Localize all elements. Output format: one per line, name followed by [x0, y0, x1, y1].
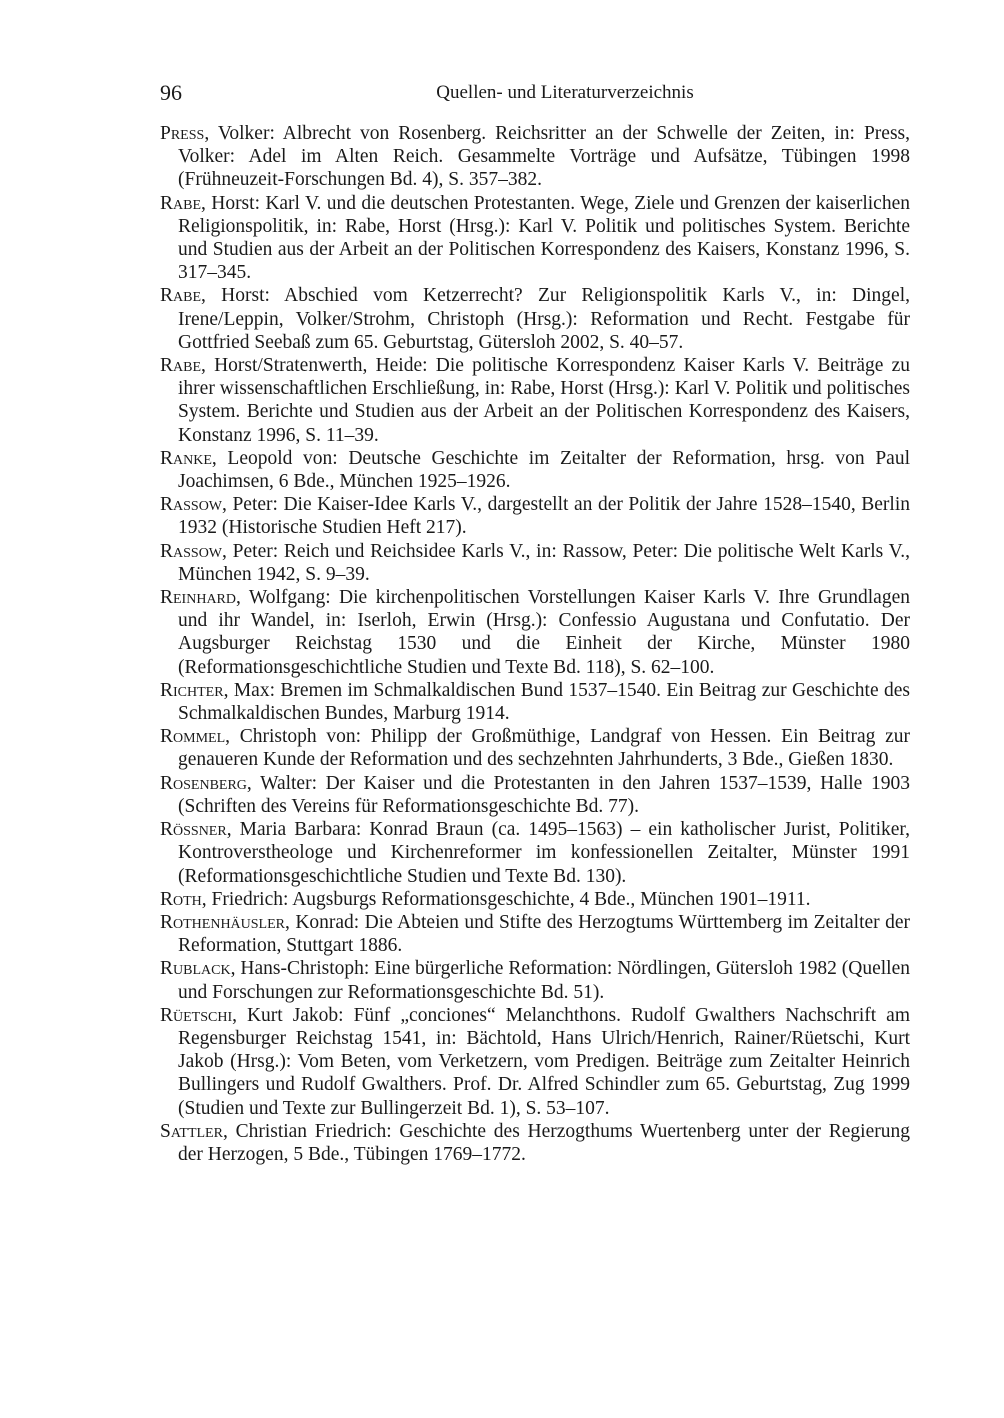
bibliography-entry	[160, 725, 910, 771]
bibliography-entry	[160, 1120, 910, 1166]
entry-author: Rommel	[160, 726, 226, 748]
bibliography-entry	[160, 540, 910, 586]
entry-text: , Maria Barbara: Konrad Braun (ca. 1495–1563) – ein katholischer Jurist, Politiker, Kontroverstheologe und Kirchenreformer im konfessionellen Zeitalter, Münster 1991 (Reformationsgeschichtliche Studien und Texte Bd. 130).	[178, 819, 910, 887]
entry-text: , Peter: Reich und Reichsidee Karls V., in: Rassow, Peter: Die politische Welt Karls V., München 1942, S. 9–39.	[178, 540, 910, 585]
entry-text: , Volker: Albrecht von Rosenberg. Reichsritter an der Schwelle der Zeiten, in: Press, Volker: Adel im Alten Reich. Gesammelte Vorträge und Aufsätze, Tübingen 1998 (Frühneuzeit-Forschungen Bd. 4), S. 357–382.	[178, 123, 910, 191]
entry-author: Sattler	[160, 1120, 223, 1142]
bibliography-entry	[160, 354, 910, 447]
bibliography-entry	[160, 586, 910, 679]
entry-text: , Hans-Christoph: Eine bürgerliche Reformation: Nördlingen, Gütersloh 1982 (Quellen und Forschungen zur Reformationsgeschichte Bd. 51).	[178, 958, 910, 1003]
entry-author: Ranke	[160, 447, 212, 469]
entry-text: , Kurt Jakob: Fünf „conciones“ Melanchthons. Rudolf Gwalthers Nachschrift am Regensburger Reichstag 1541, in: Bächtold, Hans Ulrich/Henrich, Rainer/Rüetschi, Kurt Jakob (Hrsg.): Vom Beten, vom Verketzern, vom Predigen. Beiträge zum Zeitalter Heinrich Bullingers und Rudolf Gwalthers. Prof. Dr. Alfred Schindler zum 65. Geburtstag, Zug 1999 (Studien und Texte zur Bullingerzeit Bd. 1), S. 53–107.	[178, 1004, 910, 1119]
bibliography-entry	[160, 818, 910, 888]
entry-author: Richter	[160, 679, 224, 701]
page-number: 96	[160, 80, 182, 105]
entry-text: , Walter: Der Kaiser und die Protestanten in den Jahren 1537–1539, Halle 1903 (Schriften des Vereins für Reformationsgeschichte Bd. 77).	[178, 772, 910, 817]
bibliography-entry	[160, 284, 910, 354]
bibliography-entry	[160, 122, 910, 192]
bibliography-entry	[160, 493, 910, 539]
bibliography-entry	[160, 911, 910, 957]
bibliography-entry	[160, 679, 910, 725]
running-title: Quellen- und Literaturverzeichnis	[436, 82, 694, 103]
entry-author: Rothenhäusler	[160, 911, 285, 933]
entry-author: Rassow	[160, 494, 223, 516]
entry-text: , Konrad: Die Abteien und Stifte des Herzogtums Württemberg im Zeitalter der Reformation, Stuttgart 1886.	[178, 911, 910, 957]
entry-text: , Horst/Stratenwerth, Heide: Die politische Korrespondenz Kaiser Karls V. Beiträge zu ihrer wissenschaftlichen Erschließung, in: Rabe, Horst (Hrsg.): Karl V. Politik und politisches System. Berichte und Studien aus der Arbeit an der Politischen Korrespondenz des Kaisers, Konstanz 1996, S. 11–39.	[178, 355, 910, 446]
entry-author: Rabe	[160, 285, 202, 307]
entry-text: , Horst: Abschied vom Ketzerrecht? Zur Religionspolitik Karls V., in: Dingel, Irene/Leppin, Volker/Strohm, Christoph (Hrsg.): Reformation und Recht. Festgabe für Gottfried Seebaß zum 65. Geburtstag, Gütersloh 2002, S. 40–57.	[178, 285, 910, 353]
bibliography-entry	[160, 447, 910, 493]
bibliography-entry	[160, 1004, 910, 1120]
entry-author: Rosenberg	[160, 772, 247, 794]
entry-author: Rassow	[160, 540, 223, 562]
bibliography-entry	[160, 957, 910, 1003]
entry-author: Rublack	[160, 958, 231, 980]
page-header	[160, 78, 910, 108]
entry-author: Roth	[160, 888, 202, 910]
bibliography-entry	[160, 772, 910, 818]
entry-author: Rabe	[160, 192, 202, 214]
entry-text: , Peter: Die Kaiser-Idee Karls V., dargestellt an der Politik der Jahre 1528–1540, Berlin 1932 (Historische Studien Heft 217).	[178, 494, 910, 539]
entry-text: , Christoph von: Philipp der Großmüthige, Landgraf von Hessen. Ein Beitrag zur genaueren Kunde der Reformation und des sechzehnten Jahrhunderts, 3 Bde., Gießen 1830.	[178, 726, 910, 771]
bibliography-list	[160, 122, 910, 1166]
entry-author: Reinhard	[160, 587, 236, 609]
entry-author: Press	[160, 123, 205, 144]
entry-text: , Max: Bremen im Schmalkaldischen Bund 1537–1540. Ein Beitrag zur Geschichte des Schmalkaldischen Bundes, Marburg 1914.	[178, 679, 910, 725]
bibliography-entry	[160, 192, 910, 285]
bibliography-entry	[160, 888, 910, 911]
entry-text: , Wolfgang: Die kirchenpolitischen Vorstellungen Kaiser Karls V. Ihre Grundlagen und ihr Wandel, in: Iserloh, Erwin (Hrsg.): Confessio Augustana und Confutatio. Der Augsburger Reichstag 1530 und die Einheit der Kirche, Münster 1980 (Reformationsgeschichtliche Studien und Texte Bd. 118), S. 62–100.	[178, 587, 910, 678]
entry-text: , Horst: Karl V. und die deutschen Protestanten. Wege, Ziele und Grenzen der kaiserlichen Religionspolitik, in: Rabe, Horst (Hrsg.): Karl V. Politik und politisches System. Berichte und Studien aus der Arbeit an der Politischen Korrespondenz des Kaisers, Konstanz 1996, S. 317–345.	[178, 192, 910, 284]
entry-text: , Leopold von: Deutsche Geschichte im Zeitalter der Reformation, hrsg. von Paul Joachimsen, 6 Bde., München 1925–1926.	[178, 447, 910, 493]
entry-author: Rabe	[160, 355, 202, 377]
entry-author: Rössner	[160, 819, 227, 841]
entry-author: Rüetschi	[160, 1004, 233, 1026]
entry-text: , Friedrich: Augsburgs Reformationsgeschichte, 4 Bde., München 1901–1911.	[201, 888, 811, 910]
entry-text: , Christian Friedrich: Geschichte des Herzogthums Wuertenberg unter der Regierung der Herzogen, 5 Bde., Tübingen 1769–1772.	[178, 1120, 910, 1165]
